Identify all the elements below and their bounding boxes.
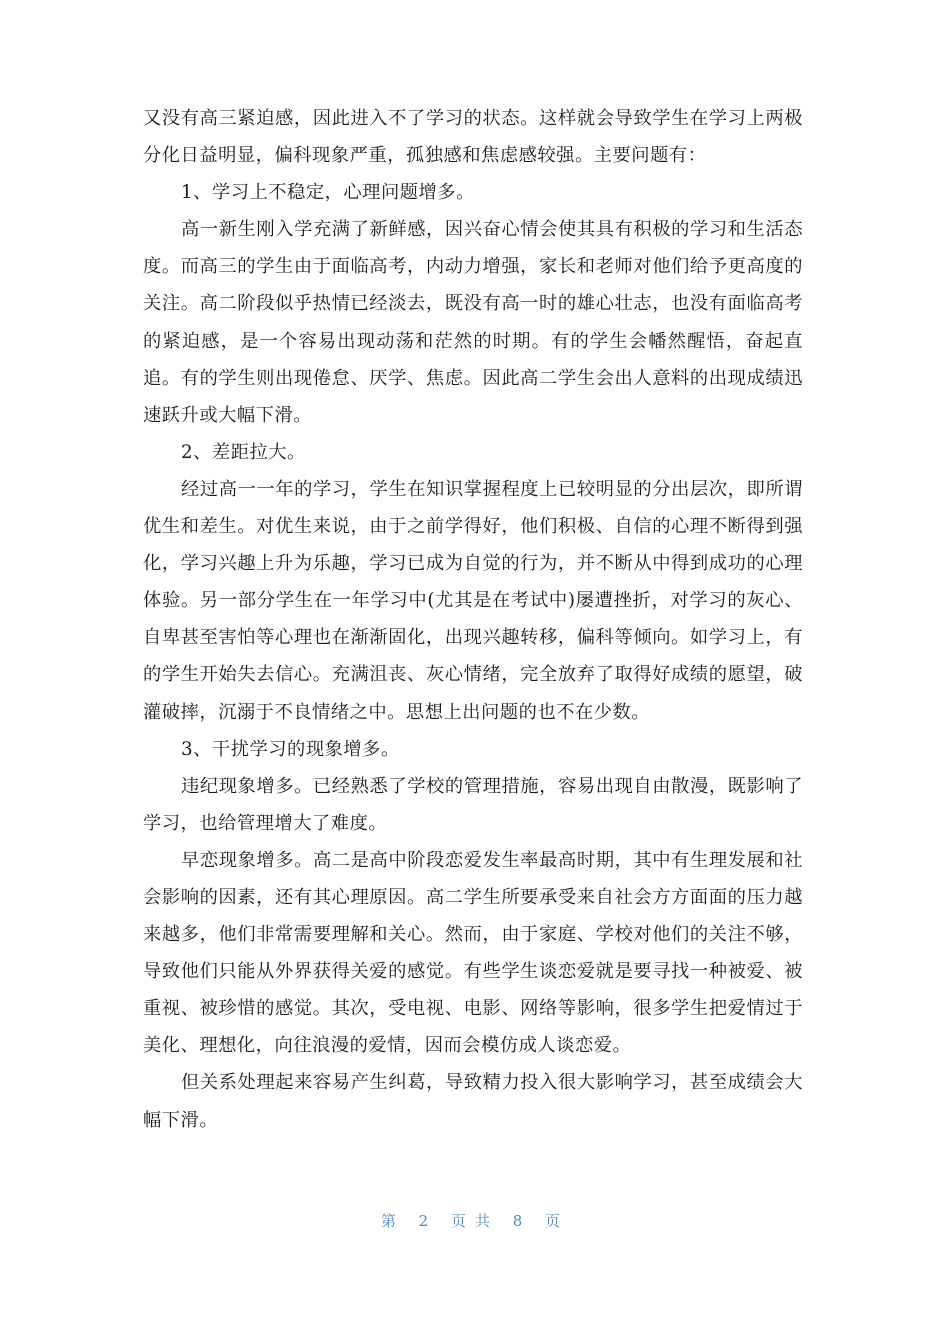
paragraph-2: 1、学习上不稳定，心理问题增多。 [181, 182, 475, 204]
paragraph-3: 高一新生刚入学充满了新鲜感，因兴奋心情会使其具有积极的学习和生活态度。而高三的学生由于面临高考，内动力增强，家长和老师对他们给予更高度的关注。高二阶段似乎热情已经淡去，既没有高一时的雄心壮志，也没有面临高考的紧迫感，是一个容易出现动荡和茫然的时期。有的学生会幡然醒悟，奋起直追。有的学生则出现倦怠、厌学、焦虑。因此高二学生会出人意料的出现成绩迅速跃升或大幅下滑。 [143, 219, 803, 426]
paragraph-9: 但关系处理起来容易产生纠葛，导致精力投入很大影响学习，甚至成绩会大幅下滑。 [143, 1072, 803, 1131]
paragraph-8: 早恋现象增多。高二是高中阶段恋爱发生率最高时期，其中有生理发展和社会影响的因素，还有其心理原因。高二学生所要承受来自社会方方面面的压力越来越多，他们非常需要理解和关心。然而，由于家庭、学校对他们的关注不够，导致他们只能从外界获得关爱的感觉。有些学生谈恋爱就是要寻找一种被爱、被重视、被珍惜的感觉。其次，受电视、电影、网络等影响，很多学生把爱情过于美化、理想化，向往浪漫的爱情，因而会模仿成人谈恋爱。 [143, 849, 803, 1057]
paragraph-6: 3、干扰学习的现象增多。 [181, 738, 400, 760]
paragraph-1: 又没有高三紧迫感，因此进入不了学习的状态。这样就会导致学生在学习上两极分化日益明显，偏科现象严重，孤独感和焦虑感较强。主要问题有： [143, 108, 803, 167]
paragraph-4: 2、差距拉大。 [181, 441, 306, 463]
paragraph-7: 违纪现象增多。已经熟悉了学校的管理措施，容易出现自由散漫，既影响了学习，也给管理增大了难度。 [143, 775, 803, 834]
paragraph-5: 经过高一一年的学习，学生在知识掌握程度上已较明显的分出层次，即所谓优生和差生。对优生来说，由于之前学得好，他们积极、自信的心理不断得到强化，学习兴趣上升为乐趣，学习已成为自觉的行为，并不断从中得到成功的心理体验。另一部分学生在一年学习中(尤其是在考试中)屡遭挫折，对学习的灰心、自卑甚至害怕等心理也在渐渐固化，出现兴趣转移，偏科等倾向。如学习上，有的学生开始失去信心。充满沮丧、灰心情绪，完全放弃了取得好成绩的愿望，破灌破摔，沉溺于不良情绪之中。思想上出问题的也不在少数。 [143, 478, 803, 723]
document-body [143, 100, 803, 1139]
page-number-footer: 第 2 页共 8 页 [380, 1212, 570, 1230]
